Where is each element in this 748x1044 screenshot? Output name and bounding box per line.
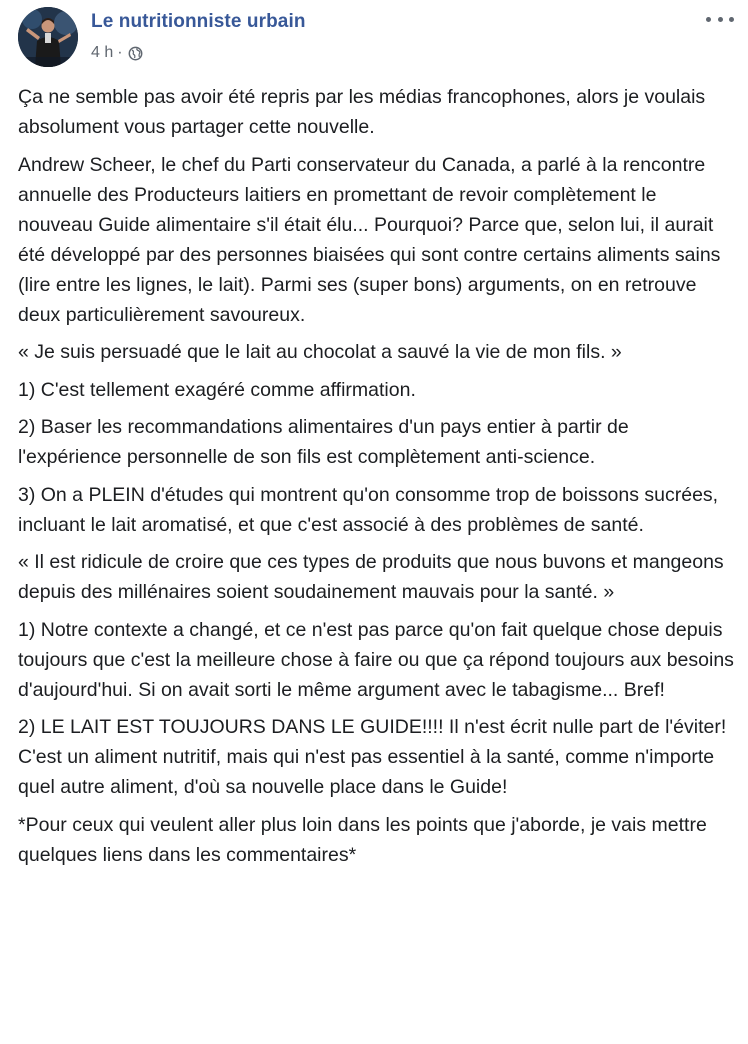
meta-separator: · bbox=[117, 44, 123, 61]
post-paragraph: 2) Baser les recommandations alimentaires d'un pays entier à partir de l'expérience personnelle de son fils est complètement anti-science. bbox=[18, 416, 629, 468]
post-paragraph: « Je suis persuadé que le lait au chocolat a sauvé la vie de mon fils. » bbox=[18, 341, 622, 363]
post-header bbox=[0, 0, 748, 76]
globe-icon[interactable] bbox=[128, 46, 143, 61]
post-body bbox=[18, 82, 736, 877]
post-paragraph: 1) Notre contexte a changé, et ce n'est pas parce qu'on fait quelque chose depuis toujours que c'est la meilleure chose à faire ou que ça répond toujours aux besoins d'aujourd'hui. Si on avait sorti le même argument avec le tabagisme... Bref! bbox=[18, 618, 734, 701]
page-name-link[interactable]: Le nutritionniste urbain bbox=[91, 11, 306, 32]
more-dot bbox=[729, 17, 734, 22]
post-paragraph: « Il est ridicule de croire que ces types de produits que nous buvons et mangeons depuis des millénaires soient soudainement mauvais pour la santé. » bbox=[18, 551, 724, 603]
more-options-button[interactable] bbox=[706, 10, 734, 28]
more-dot bbox=[718, 17, 723, 22]
post-meta bbox=[91, 43, 143, 63]
post-paragraph: 1) C'est tellement exagéré comme affirmation. bbox=[18, 378, 416, 401]
post-paragraph: *Pour ceux qui veulent aller plus loin dans les points que j'aborde, je vais mettre quelques liens dans les commentaires* bbox=[18, 813, 707, 866]
avatar[interactable] bbox=[18, 7, 78, 67]
post-paragraph: Andrew Scheer, le chef du Parti conservateur du Canada, a parlé à la rencontre annuelle des Producteurs laitiers en promettant de revoir complètement le nouveau Guide alimentaire s'il était élu... Pourquoi? Parce que, selon lui, il aurait été développé par des personnes biaisées qui sont contre certains aliments sains (lire entre les lignes, le lait). Parmi ses (super bons) arguments, on en retrouve deux particulièrement savoureux. bbox=[18, 153, 721, 326]
post-paragraph: 3) On a PLEIN d'études qui montrent qu'on consomme trop de boissons sucrées, incluant le lait aromatisé, et que c'est associé à des problèmes de santé. bbox=[18, 483, 719, 536]
post-timestamp[interactable]: 4 h bbox=[91, 44, 114, 61]
avatar-image bbox=[18, 7, 78, 67]
post-paragraph: Ça ne semble pas avoir été repris par les médias francophones, alors je voulais absolument vous partager cette nouvelle. bbox=[18, 86, 706, 138]
more-horizontal-icon bbox=[706, 17, 711, 22]
post-paragraph: 2) LE LAIT EST TOUJOURS DANS LE GUIDE!!!! Il n'est écrit nulle part de l'éviter! C'est un aliment nutritif, mais qui n'est pas essentiel à la santé, comme n'importe quel autre aliment, d'où sa nouvelle place dans le Guide! bbox=[18, 716, 727, 798]
